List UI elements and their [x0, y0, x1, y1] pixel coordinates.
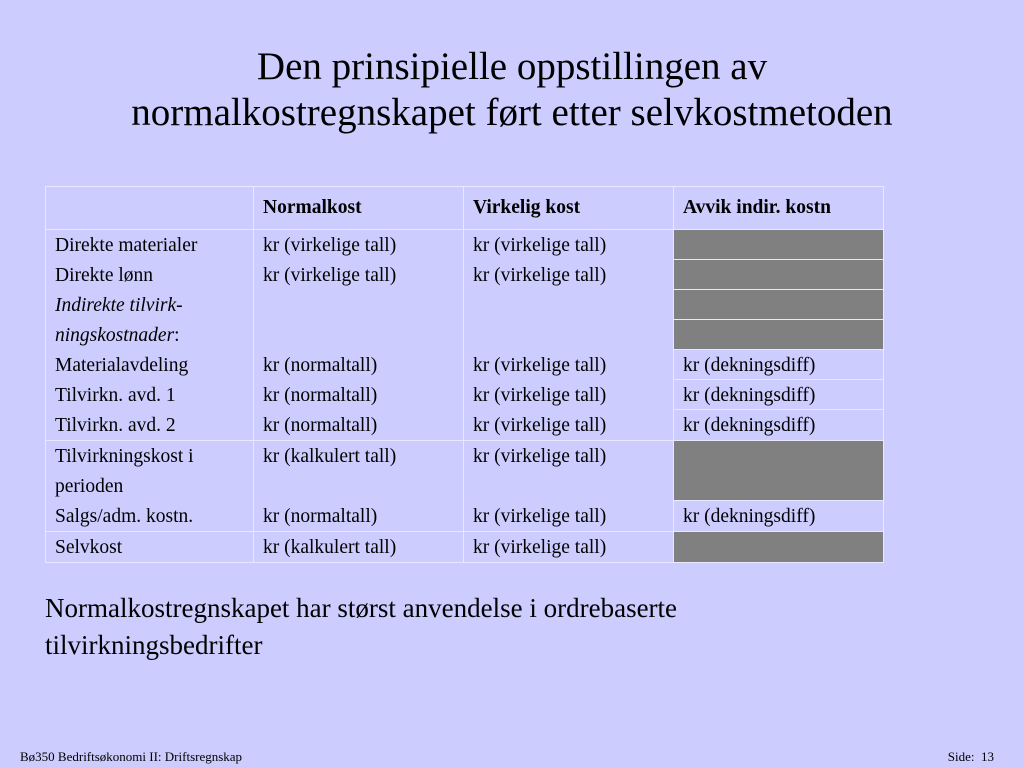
row-label	[55, 320, 253, 350]
selvkost-label	[46, 532, 254, 563]
cell-value	[473, 471, 673, 501]
cell-value	[473, 320, 673, 350]
cell-value: kr (normaltall)	[263, 355, 378, 376]
cell-value	[473, 290, 673, 320]
row-label: Tilvirkn. avd. 2	[55, 415, 176, 436]
footer-course: Bø350 Bedriftsøkonomi II: Driftsregnskap	[20, 749, 243, 764]
cell-value: kr (virkelige tall)	[473, 446, 607, 467]
slide-title-line-1: Den prinsipielle oppstillingen av	[256, 45, 768, 88]
block1-normalkost	[254, 230, 464, 441]
cell-value: kr (dekningsdiff)	[674, 350, 883, 380]
table-header-row	[46, 187, 884, 230]
cell-value: kr (virkelige tall)	[263, 235, 397, 256]
footer-page-label: Side:	[947, 749, 975, 764]
cell-value: kr (virkelige tall)	[473, 355, 607, 376]
cell-value: kr (virkelige tall)	[473, 415, 607, 436]
block2-virkelig-kost	[464, 441, 674, 532]
note-line-2: tilvirkningsbedrifter	[45, 630, 263, 660]
header-avvik: Avvik indir. kostn	[674, 187, 884, 230]
cell-value: kr (normaltall)	[263, 506, 378, 527]
shaded-cell	[674, 441, 883, 501]
row-label: Salgs/adm. kostn.	[55, 506, 194, 527]
row-label: Tilvirkningskost i	[55, 446, 194, 467]
cost-table	[45, 186, 884, 563]
cell-value: kr (normaltall)	[263, 415, 378, 436]
cell-value: kr (dekningsdiff)	[674, 380, 883, 410]
row-label: Direkte materialer	[55, 235, 198, 256]
note-text	[45, 590, 985, 664]
cell-value: kr (virkelige tall)	[473, 537, 607, 558]
slide-title	[0, 44, 1024, 136]
shaded-cell	[674, 290, 883, 320]
row-label: Indirekte tilvirk-	[55, 295, 183, 316]
row-label: Materialavdeling	[55, 355, 189, 376]
shaded-cell	[674, 532, 884, 563]
cell-value: kr (virkelige tall)	[473, 265, 607, 286]
row-label: Selvkost	[55, 537, 123, 558]
block2-avvik	[674, 441, 884, 532]
block2-labels	[46, 441, 254, 532]
cell-value: kr (virkelige tall)	[473, 235, 607, 256]
header-normalkost: Normalkost	[254, 187, 464, 230]
row-label: Direkte lønn	[55, 265, 154, 286]
row-label: perioden	[55, 476, 124, 497]
block1-virkelig-kost	[464, 230, 674, 441]
selvkost-virkelig-kost	[464, 532, 674, 563]
table-row-block-1	[46, 230, 884, 441]
row-label-colon: :	[174, 325, 180, 346]
cell-value: kr (dekningsdiff)	[683, 506, 816, 527]
table-row-selvkost	[46, 532, 884, 563]
footer-page-number: 13	[981, 749, 994, 764]
row-label-italic: ningskostnader	[55, 325, 175, 346]
selvkost-normalkost	[254, 532, 464, 563]
cell-value	[263, 471, 463, 501]
cell-value: kr (kalkulert tall)	[263, 537, 397, 558]
footer-page	[948, 749, 994, 765]
header-virkelig-kost: Virkelig kost	[464, 187, 674, 230]
header-empty	[46, 187, 254, 230]
shaded-cell	[674, 260, 883, 290]
slide-title-line-2: normalkostregnskapet ført etter selvkostmetoden	[131, 91, 893, 134]
cell-value: kr (virkelige tall)	[263, 265, 397, 286]
cell-value: kr (kalkulert tall)	[263, 446, 397, 467]
block2-normalkost	[254, 441, 464, 532]
block1-avvik	[674, 230, 884, 441]
shaded-cell	[674, 230, 883, 260]
note-line-1: Normalkostregnskapet har størst anvendelse i ordrebaserte	[45, 593, 678, 623]
shaded-cell	[674, 320, 883, 350]
block1-labels	[46, 230, 254, 441]
cell-value: kr (virkelige tall)	[473, 506, 607, 527]
cell-value	[263, 290, 463, 320]
cell-value: kr (virkelige tall)	[473, 385, 607, 406]
cell-value	[263, 320, 463, 350]
row-label: Tilvirkn. avd. 1	[55, 385, 176, 406]
table-row-block-2	[46, 441, 884, 532]
cell-value: kr (dekningsdiff)	[683, 415, 816, 436]
cell-value: kr (normaltall)	[263, 385, 378, 406]
